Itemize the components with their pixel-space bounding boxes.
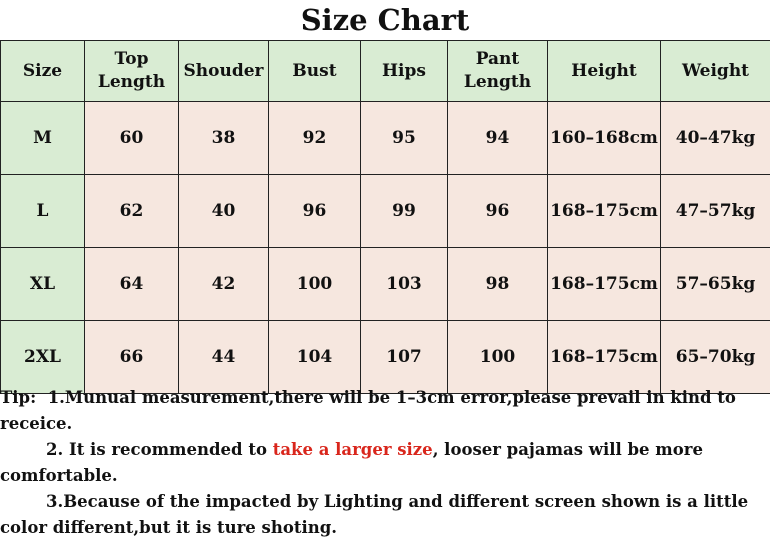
header-top-length: Top Length xyxy=(85,41,179,102)
pant-length-cell: 94 xyxy=(448,102,548,175)
shoulder-cell: 44 xyxy=(179,321,269,394)
bust-cell: 92 xyxy=(269,102,361,175)
shoulder-cell: 38 xyxy=(179,102,269,175)
height-cell: 168–175cm xyxy=(548,321,661,394)
table-row xyxy=(1,102,770,175)
bust-cell: 104 xyxy=(269,321,361,394)
weight-cell: 65–70kg xyxy=(661,321,770,394)
shoulder-cell: 42 xyxy=(179,248,269,321)
tip-3: 3.Because of the impacted by Lighting and different screen shown is a little xyxy=(46,492,749,511)
hips-cell: 107 xyxy=(361,321,448,394)
size-cell: L xyxy=(1,175,85,248)
weight-cell: 47–57kg xyxy=(661,175,770,248)
tip-2-text: 2. It is recommended to xyxy=(46,440,273,459)
height-cell: 168–175cm xyxy=(548,175,661,248)
tip-1-text: 1.Munual measurement,there will be 1–3cm error,please prevail in kind to xyxy=(47,388,736,407)
pant-length-cell: 96 xyxy=(448,175,548,248)
height-cell: 160–168cm xyxy=(548,102,661,175)
header-bust: Bust xyxy=(269,41,361,102)
header-size: Size xyxy=(1,41,85,102)
header-pant-length: Pant Length xyxy=(448,41,548,102)
table-row xyxy=(1,248,770,321)
page-title: Size Chart xyxy=(300,3,470,37)
tip-3-continued: color different,but it is ture shoting. xyxy=(0,518,338,537)
pant-length-cell: 100 xyxy=(448,321,548,394)
size-chart-table xyxy=(0,40,770,394)
tip-1-continued: receice. xyxy=(0,414,73,433)
tip-2-text-end: , looser pajamas will be more xyxy=(432,440,703,459)
tip-1 xyxy=(0,385,770,411)
top-length-cell: 66 xyxy=(85,321,179,394)
size-cell: 2XL xyxy=(1,321,85,394)
header-hips: Hips xyxy=(361,41,448,102)
header-row xyxy=(1,41,770,102)
size-cell: M xyxy=(1,102,85,175)
header-shoulder: Shouder xyxy=(179,41,269,102)
header-height: Height xyxy=(548,41,661,102)
bust-cell: 100 xyxy=(269,248,361,321)
top-length-cell: 64 xyxy=(85,248,179,321)
shoulder-cell: 40 xyxy=(179,175,269,248)
hips-cell: 99 xyxy=(361,175,448,248)
tip-2-highlight: take a larger size xyxy=(272,440,433,459)
hips-cell: 103 xyxy=(361,248,448,321)
weight-cell: 57–65kg xyxy=(661,248,770,321)
size-cell: XL xyxy=(1,248,85,321)
table-row xyxy=(1,321,770,394)
top-length-cell: 62 xyxy=(85,175,179,248)
tip-2 xyxy=(0,437,770,463)
height-cell: 168–175cm xyxy=(548,248,661,321)
top-length-cell: 60 xyxy=(85,102,179,175)
header-weight: Weight xyxy=(661,41,770,102)
bust-cell: 96 xyxy=(269,175,361,248)
pant-length-cell: 98 xyxy=(448,248,548,321)
tip-label: Tip: xyxy=(0,388,37,407)
weight-cell: 40–47kg xyxy=(661,102,770,175)
hips-cell: 95 xyxy=(361,102,448,175)
table-row xyxy=(1,175,770,248)
tip-2-continued: comfortable. xyxy=(0,466,118,485)
tips-section xyxy=(0,385,770,541)
